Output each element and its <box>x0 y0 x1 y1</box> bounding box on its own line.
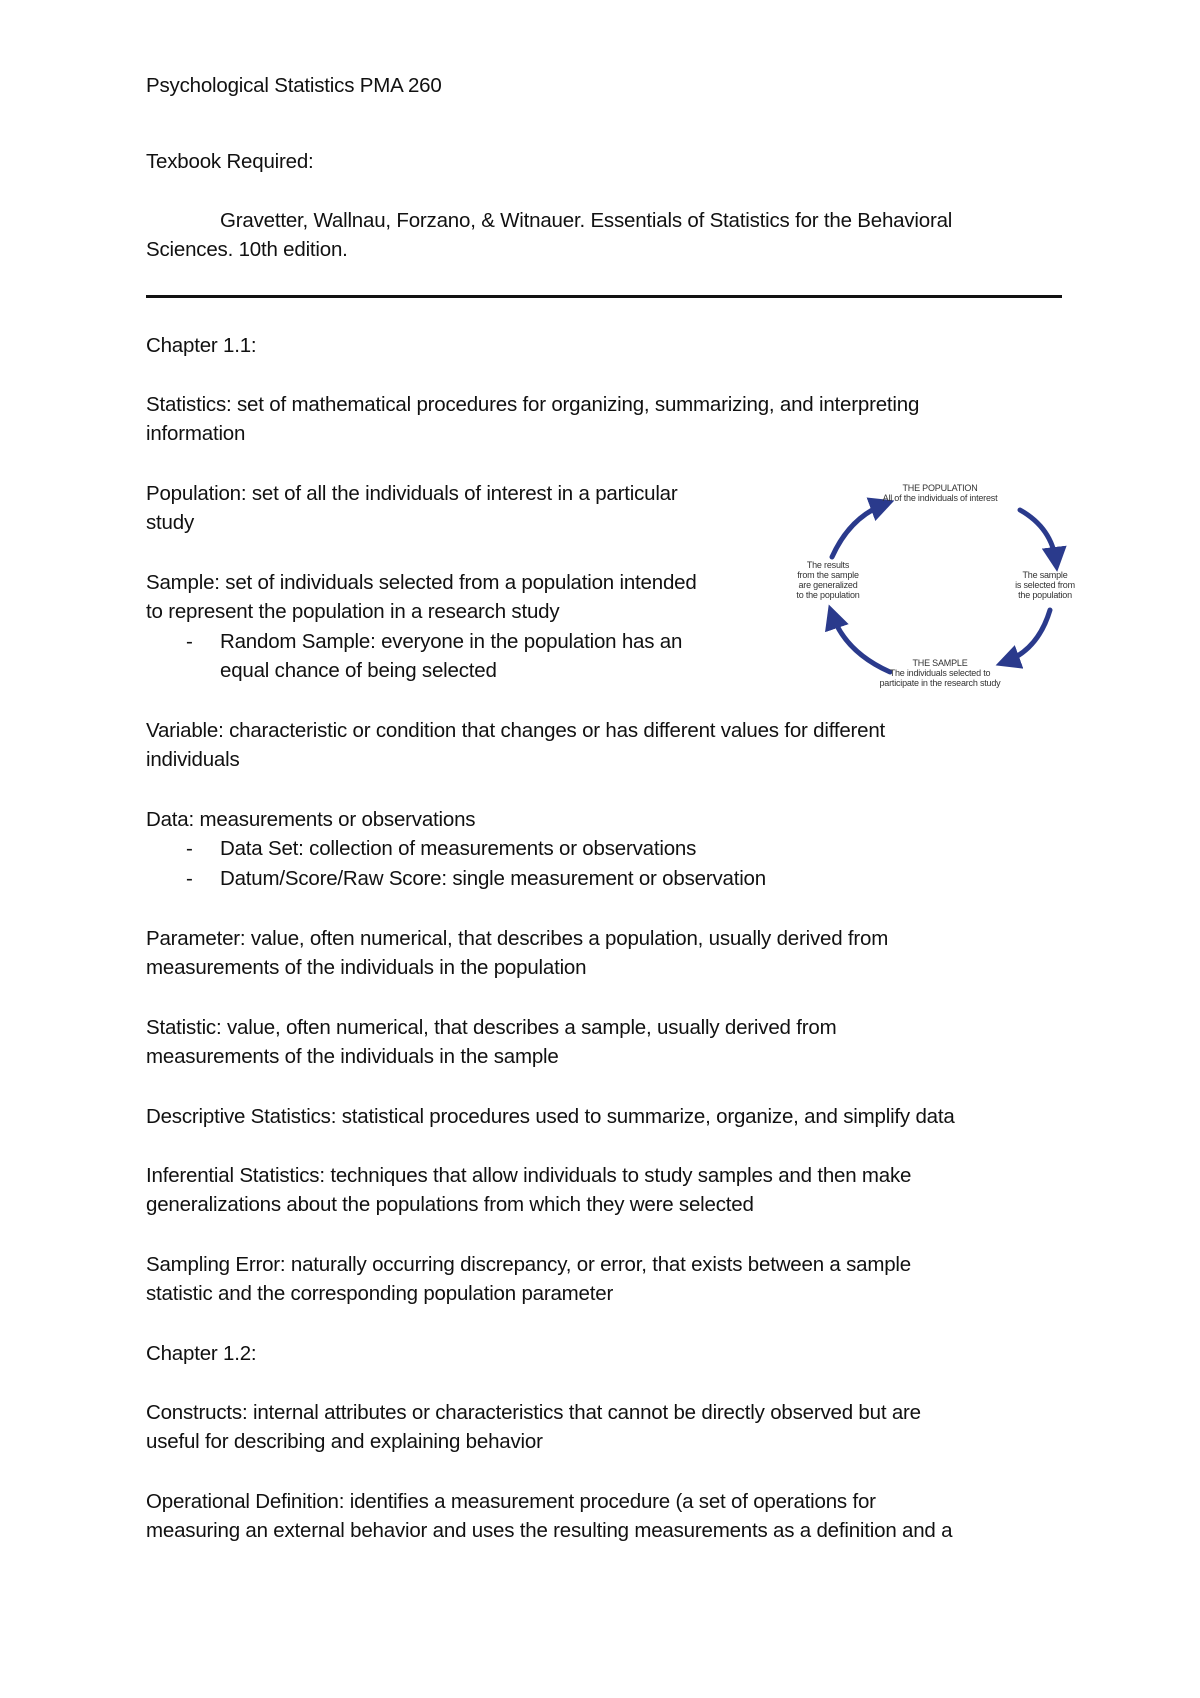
sample-definition-line2: to represent the population in a research study <box>146 600 560 623</box>
diagram-right-label-line3: the population <box>1018 590 1072 600</box>
diagram-left-label-line2: from the sample <box>797 570 859 580</box>
arrow-sample-to-results <box>832 614 890 672</box>
sampling-error-line1: Sampling Error: naturally occurring discrepancy, or error, that exists between a sample <box>146 1253 911 1276</box>
datum-definition: Datum/Score/Raw Score: single measurement or observation <box>220 867 766 890</box>
random-sample-line1: Random Sample: everyone in the population has an <box>220 630 683 653</box>
list-dash: - <box>186 630 193 653</box>
diagram-left-label-line4: to the population <box>796 590 860 600</box>
descriptive-statistics-definition: Descriptive Statistics: statistical procedures used to summarize, organize, and simplify data <box>146 1105 955 1128</box>
statistics-definition-line2: information <box>146 422 246 445</box>
arrow-population-to-sample <box>1020 510 1056 562</box>
population-sample-cycle-diagram <box>790 482 1080 692</box>
diagram-population-title: THE POPULATION <box>902 483 978 493</box>
arrow-results-to-population <box>832 504 885 557</box>
diagram-left-label-line3: are generalized <box>798 580 858 590</box>
parameter-definition-line1: Parameter: value, often numerical, that describes a population, usually derived from <box>146 927 889 950</box>
diagram-sample-line1: The individuals selected to <box>889 668 991 678</box>
sample-definition-line1: Sample: set of individuals selected from a population intended <box>146 571 697 594</box>
statistic-definition-line2: measurements of the individuals in the sample <box>146 1045 559 1068</box>
variable-definition-line2: individuals <box>146 748 240 771</box>
diagram-sample-line2: participate in the research study <box>879 678 1001 688</box>
textbook-citation-line2: Sciences. 10th edition. <box>146 238 348 261</box>
inferential-statistics-line1: Inferential Statistics: techniques that allow individuals to study samples and then make <box>146 1164 912 1187</box>
population-definition-line2: study <box>146 511 194 534</box>
textbook-citation-line1: Gravetter, Wallnau, Forzano, & Witnauer. Essentials of Statistics for the Behavioral <box>220 209 953 232</box>
statistic-definition-line1: Statistic: value, often numerical, that describes a sample, usually derived from <box>146 1016 837 1039</box>
list-dash: - <box>186 867 193 890</box>
data-definition: Data: measurements or observations <box>146 808 476 831</box>
operational-definition-line2: measuring an external behavior and uses the resulting measurements as a definition and a <box>146 1519 953 1542</box>
chapter-1-1-heading: Chapter 1.1: <box>146 334 257 357</box>
constructs-definition-line2: useful for describing and explaining behavior <box>146 1430 543 1453</box>
inferential-statistics-line2: generalizations about the populations from which they were selected <box>146 1193 754 1216</box>
chapter-1-2-heading: Chapter 1.2: <box>146 1342 257 1365</box>
parameter-definition-line2: measurements of the individuals in the population <box>146 956 587 979</box>
sampling-error-line2: statistic and the corresponding population parameter <box>146 1282 614 1305</box>
arrow-sample-selection <box>1005 610 1050 662</box>
list-dash: - <box>186 837 193 860</box>
diagram-right-label-line2: is selected from <box>1015 580 1075 590</box>
diagram-sample-title: THE SAMPLE <box>912 658 968 668</box>
random-sample-line2: equal chance of being selected <box>220 659 497 682</box>
diagram-right-label-line1: The sample <box>1022 570 1068 580</box>
statistics-definition-line1: Statistics: set of mathematical procedures for organizing, summarizing, and interpreting <box>146 393 920 416</box>
diagram-left-label-line1: The results <box>806 560 850 570</box>
diagram-population-subtitle: All of the individuals of interest <box>882 493 998 503</box>
variable-definition-line1: Variable: characteristic or condition that changes or has different values for different <box>146 719 886 742</box>
textbook-label: Texbook Required: <box>146 150 314 173</box>
course-title: Psychological Statistics PMA 260 <box>146 74 442 97</box>
population-definition-line1: Population: set of all the individuals of interest in a particular <box>146 482 678 505</box>
horizontal-divider <box>146 295 1062 298</box>
constructs-definition-line1: Constructs: internal attributes or characteristics that cannot be directly observed but are <box>146 1401 921 1424</box>
data-set-definition: Data Set: collection of measurements or observations <box>220 837 697 860</box>
operational-definition-line1: Operational Definition: identifies a measurement procedure (a set of operations for <box>146 1490 876 1513</box>
